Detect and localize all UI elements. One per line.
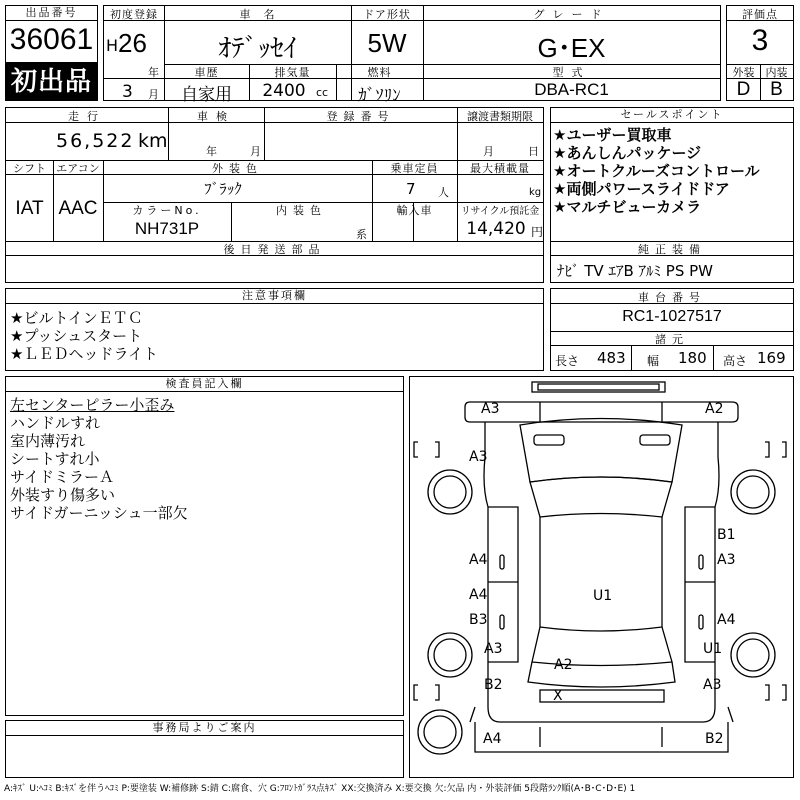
month-unit: 月 <box>148 88 159 101</box>
height: 169 <box>757 349 786 367</box>
int-color-unit: 系 <box>356 228 367 241</box>
displacement-label: 排気量 <box>274 66 311 79</box>
inspector-note-item: 左センターピラー小歪み <box>10 396 175 414</box>
specs-grid <box>5 107 544 283</box>
inspector-note-item: サイドガーニッシュ一部欠 <box>10 504 188 522</box>
first-listing-text: 初出品 <box>10 67 92 97</box>
sales-point-item: ★両側パワースライドドア <box>553 180 730 198</box>
air-conditioner: AAC <box>58 198 98 219</box>
exterior-grade: D <box>736 79 751 100</box>
score-box <box>726 5 794 101</box>
damage-diagram <box>409 376 794 778</box>
damage-mark: B1 <box>717 527 736 543</box>
ac-label: エアコン <box>56 162 100 175</box>
damage-mark: X <box>553 688 563 704</box>
door-label: ドア形状 <box>363 8 411 21</box>
int-color-label: 内装色 <box>276 204 327 217</box>
grade: G･EX <box>537 33 606 63</box>
exterior-label: 外装 <box>732 66 755 79</box>
car-name-label: 車 名 <box>239 8 276 21</box>
damage-mark: U1 <box>593 588 613 604</box>
width: 180 <box>678 349 707 367</box>
damage-mark: B2 <box>484 677 503 693</box>
color-no-label: カラーNo. <box>132 204 202 217</box>
import-label: 輸入車 <box>396 204 433 217</box>
lot-number-label: 出品番号 <box>6 6 97 21</box>
shift-label: シフト <box>13 162 46 175</box>
model-label: 型式 <box>552 66 591 79</box>
recycle-unit: 円 <box>531 225 544 239</box>
damage-mark: A4 <box>469 552 488 568</box>
era: H <box>106 36 119 55</box>
damage-mark: A4 <box>469 587 488 603</box>
sales-point-item: ★ユーザー買取車 <box>553 126 672 144</box>
color-label: 外装色 <box>212 162 263 175</box>
score: 3 <box>751 24 769 57</box>
damage-mark: A2 <box>554 657 573 673</box>
office-label: 事務局よりご案内 <box>6 721 403 736</box>
inspector-note-item: ハンドルすれ <box>10 414 101 432</box>
later-parts-label: 後日発送部品 <box>223 243 326 256</box>
color-no: NH731P <box>134 219 200 238</box>
history-label: 車歴 <box>194 66 219 79</box>
chassis-label: 車台番号 <box>638 291 706 304</box>
car-name: ｵﾃﾞｯｾｲ <box>218 34 297 64</box>
inspector-note-item: サイドミラーＡ <box>10 468 114 486</box>
insp-month-unit: 月 <box>250 145 261 158</box>
car-outline <box>410 377 793 777</box>
width-label: 幅 <box>647 354 660 368</box>
first-listing-badge <box>5 63 98 101</box>
capacity: 7 <box>406 180 416 198</box>
notes-box <box>5 288 544 371</box>
fuel: ｶﾞｿﾘﾝ <box>358 86 401 106</box>
reg-no-label: 登録番号 <box>326 110 395 123</box>
mileage-label: 走行 <box>68 110 106 123</box>
damage-mark: A3 <box>469 449 488 465</box>
damage-mark: A3 <box>484 641 503 657</box>
inspector-note-item: シートすれ小 <box>10 450 100 468</box>
damage-mark: A4 <box>717 612 736 628</box>
inspection-label: 車検 <box>197 110 235 123</box>
sales-points-box <box>550 107 794 283</box>
notes-label: 注意事項欄 <box>6 289 543 304</box>
transfer-label: 譲渡書類期限 <box>467 110 533 123</box>
door-type: 5W <box>367 28 407 58</box>
dims-label: 諸元 <box>655 333 689 346</box>
inspector-list <box>10 396 188 522</box>
damage-mark: U1 <box>703 641 723 657</box>
interior-label: 内装 <box>765 66 788 79</box>
insp-year-unit: 年 <box>206 145 217 158</box>
recycle-label: リサイクル預託金 <box>460 206 540 217</box>
body-color: ﾌﾞﾗｯｸ <box>204 180 242 198</box>
reg-month: 3 <box>122 82 133 102</box>
equipment: ﾅﾋﾞ TV ｴｱB ｱﾙﾐ PS PW <box>557 262 713 280</box>
sales-point-item: ★オートクルーズコントロール <box>553 162 760 180</box>
capacity-label: 乗車定員 <box>390 162 439 175</box>
sales-points-list <box>553 126 793 216</box>
length-label: 長さ <box>555 354 580 368</box>
damage-mark: B3 <box>469 612 488 628</box>
displacement-unit: cc <box>316 86 329 99</box>
grade-label: グレード <box>533 8 610 21</box>
office-box <box>5 720 404 778</box>
displacement: 2400 <box>262 81 306 101</box>
damage-mark: A2 <box>705 401 724 417</box>
legend-footer: A:ｷｽﾞ U:ﾍｺﾐ B:ｷｽﾞを伴うﾍｺﾐ P:要塗装 W:補修跡 S:錆 C:腐食、穴 G:ﾌﾛﾝﾄｶﾞﾗｽ点ｷｽﾞ XX:交換済み X:要交換 欠:欠品 内・外装評価 5段階ﾗﾝｸ順(A･B･C･D･E) 1 <box>4 784 636 794</box>
damage-mark: A4 <box>483 731 502 747</box>
damage-mark: A3 <box>703 677 722 693</box>
capacity-unit: 人 <box>438 186 449 199</box>
year-unit: 年 <box>148 66 159 79</box>
inspector-box <box>5 376 404 716</box>
load-unit: kg <box>529 187 542 198</box>
note-item: ★プッシュスタート <box>10 327 143 345</box>
lot-number-box <box>5 5 98 63</box>
interior-grade: B <box>770 79 783 100</box>
inspector-label: 検査員記入欄 <box>6 377 403 392</box>
note-item: ★ビルトインＥＴＣ <box>10 309 143 327</box>
transfer-day-unit: 日 <box>528 145 539 158</box>
recycle-fee: 14,420 <box>466 219 526 239</box>
first-reg-label: 初度登録 <box>110 8 158 21</box>
shift: IAT <box>15 198 44 219</box>
mileage: 56,522 <box>56 130 135 152</box>
reg-year: 26 <box>118 28 147 58</box>
sales-point-item: ★マルチビューカメラ <box>553 198 702 216</box>
header-grid <box>103 5 721 106</box>
mileage-unit: km <box>138 130 168 152</box>
sales-point-item: ★あんしんパッケージ <box>553 144 702 162</box>
score-label: 評価点 <box>742 8 778 21</box>
inspector-note-item: 外装すり傷多い <box>10 486 116 504</box>
history: 自家用 <box>181 85 232 105</box>
damage-mark: A3 <box>717 552 736 568</box>
chassis-no: RC1-1027517 <box>622 308 722 325</box>
model: DBA-RC1 <box>534 80 609 99</box>
max-load-label: 最大積載量 <box>470 162 530 175</box>
notes-list <box>10 309 158 363</box>
transfer-month-unit: 月 <box>483 145 494 158</box>
note-item: ★ＬＥＤヘッドライト <box>10 345 158 363</box>
length: 483 <box>597 349 626 367</box>
inspector-note-item: 室内薄汚れ <box>10 432 86 450</box>
lot-number: 36061 <box>9 23 94 56</box>
chassis-box <box>550 288 794 371</box>
sales-points-label: セールスポイント <box>551 108 793 123</box>
damage-mark: B2 <box>705 731 724 747</box>
fuel-label: 燃料 <box>367 66 392 79</box>
height-label: 高さ <box>723 354 748 368</box>
damage-mark: A3 <box>481 401 500 417</box>
equipment-label: 純正装備 <box>638 243 706 256</box>
